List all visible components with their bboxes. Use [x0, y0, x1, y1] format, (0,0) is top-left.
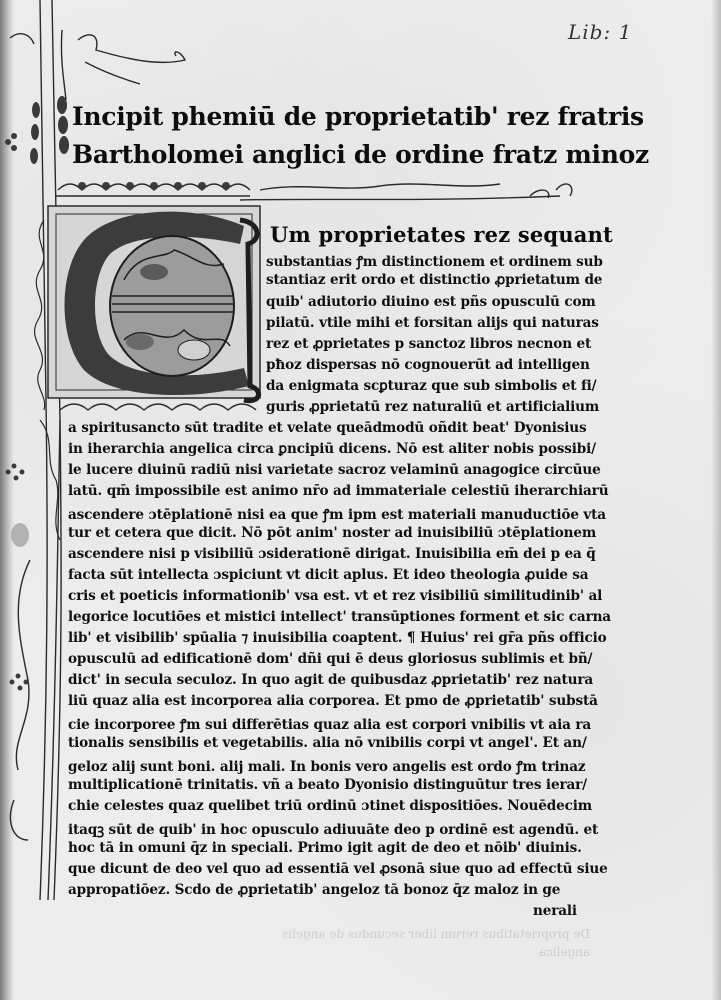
heading-line-2: Bartholomei anglici de ordine fratz minoz	[72, 140, 649, 169]
text-line: ascendere nisi p visibiliū ɔsiderationē dirigat. Inuisibilia em̄ dei p ea q̄	[68, 546, 596, 562]
illuminated-initial-icon	[44, 200, 264, 405]
text-line: que dicunt de deo vel quo ad essentiā vel ꝓsonā siue quo ad effectū siue	[68, 861, 608, 877]
text-line: cie incorporee ꝭm sui differētias quaz alia est corpori vnibilis vt aia ra	[68, 717, 591, 733]
incipit-heading	[72, 98, 649, 174]
text-line: in iherarchia angelica circa ꝑncipiū dicens. Nō est aliter nobis possibi/	[68, 441, 596, 457]
text-line: dict' in secula seculoz. In quo agit de quibusdaz ꝓprietatib' rez natura	[68, 672, 594, 688]
text-line: tur et cetera que dicit. Nō pōt anim' noster ad inuisibiliū ɔtēplationem	[68, 525, 597, 541]
text-line: facta sūt intellecta ɔspiciunt vt dicit aplus. Et ideo theologia ꝓuide sa	[68, 567, 589, 583]
text-line: substantias ꝭm distinctionem et ordinem sub	[266, 254, 603, 270]
text-line: ascendere ɔtēplationē nisi ea que ꝭm ipm est materiali manuductiōe vta	[68, 507, 606, 523]
bleed-through-line: angelica	[538, 945, 590, 959]
text-line: da enigmata scꝑturaz que sub simbolis et fi/	[266, 378, 597, 394]
text-line: pilatū. vtile mihi et forsitan alijs qui naturas	[266, 315, 599, 331]
folio-annotation: Lib: 1	[568, 20, 633, 44]
text-line: guris ꝓprietatū rez naturaliū et artificialium	[266, 399, 600, 415]
text-line: rez et ꝓprietates p sanctoz libros necnon et	[266, 336, 592, 352]
bleed-through-text	[70, 925, 590, 961]
text-line: stantiaz erit ordo et distinctio ꝓprietatum de	[266, 272, 603, 288]
text-line: chie celestes quaz quelibet triū ordinū ɔtinet dispositiōes. Nouēdecim	[68, 798, 592, 814]
bleed-through-line: De proprietatibus rerum liber secundus de angelis	[282, 927, 590, 941]
text-line: a spiritusancto sūt tradite et velate queādmodū oñdit beat' Dyonisius	[68, 420, 587, 436]
text-line: cris et poeticis informationib' vsa est. vt et rez visibiliū similitudinib' al	[68, 588, 603, 604]
text-line: quib' adiutorio diuino est pñs opusculū com	[266, 294, 596, 310]
text-line: pħoz dispersas nō cognouerūt ad intelligen	[266, 357, 590, 373]
text-line: multiplicationē trinitatis. vñ a beato Dyonisio distinguūtur tres ierar/	[68, 777, 587, 793]
text-line: itaqꝫ sūt de quib' in hoc opusculo adiuuāte deo p ordinē est agendū. et	[68, 822, 599, 838]
first-line-display: Um proprietates rez sequant	[270, 222, 613, 247]
text-line: appropatiōez. Scdo de ꝓprietatib' angeloz tā bonoz q̄z maloz in ge	[68, 882, 561, 898]
text-line: geloz alij sunt boni. alij mali. In bonis vero angelis est ordo ꝭm trinaz	[68, 759, 586, 775]
final-word: nerali	[533, 903, 577, 919]
text-line: latū. qm̄ impossibile est animo nr̄o ad immateriale celestiū iherarchiarū	[68, 483, 609, 499]
heading-line-1: Incipit phemiū de proprietatib' rez fratris	[72, 102, 644, 131]
text-line: tionalis sensibilis et vegetabilis. alia nō vnibilis corpi vt angel'. Et an/	[68, 735, 587, 751]
text-line: liū quaz alia est incorporea alia corporea. Et pmo de ꝓprietatib' substā	[68, 693, 598, 709]
text-line: lib' et visibilib' spūalia ⁊ inuisibilia coaptent. ¶ Huius' rei gr̄a pñs officio	[68, 630, 607, 646]
text-line: opusculū ad edificationē dom' dñi qui ē deus gloriosus sublimis et bñ/	[68, 651, 593, 667]
text-line: hoc tā in omuni q̄z in speciali. Primo igit agit de deo et nōib' diuinis.	[68, 840, 582, 856]
text-line: le lucere diuinū radiū nisi varietate sacroz velaminū anagogice circūue	[68, 462, 601, 478]
text-line: legorice locutiōes et mistici intellect' transūptiones forment et sic carna	[68, 609, 611, 625]
